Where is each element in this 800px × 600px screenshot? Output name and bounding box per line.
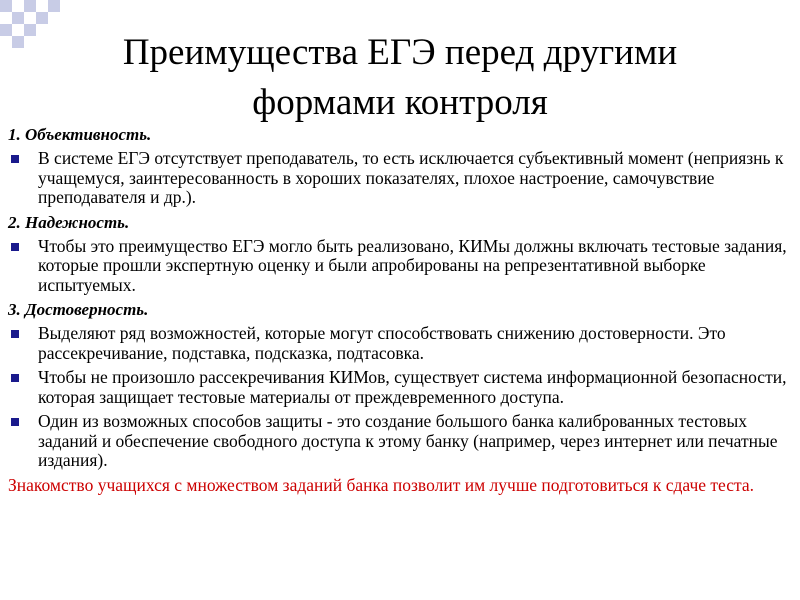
title-line-1: Преимущества ЕГЭ перед другими [122,32,678,73]
square-bullet-icon [11,155,19,163]
list-item-text: В системе ЕГЭ отсутствует преподаватель, то есть исключается субъективный момент (неприязнь к учащемуся, заинтересованность в хороших показателях, плохое настроение, самочувствие преподавателя и др.). [38,148,784,207]
list-item [8,324,793,363]
slide-title [60,28,740,128]
section-heading: 3. Достоверность. [8,300,149,319]
section-heading: 1. Объективность. [8,125,152,144]
title-line-2: формами контроля [252,82,548,123]
section-heading: 2. Надежность. [8,212,130,232]
section-validity [8,300,793,471]
list-item [8,368,793,407]
list-item [8,237,793,296]
list-item [8,149,793,208]
list-item-text: Выделяют ряд возможностей, которые могут способствовать снижению достоверности. Это рассекречивание, подставка, подсказка, подтасовка. [38,323,726,363]
slide-body [8,125,793,495]
section-objectivity [8,125,793,208]
list-item-text: Чтобы это преимущество ЕГЭ могло быть реализовано, КИМы должны включать тестовые задания, которые прошли экспертную оценку и были апробированы на репрезентативной выборке испытуемых. [38,235,787,295]
closing-note: Знакомство учащихся с множеством заданий банка позволит им лучше подготовиться к сдаче теста. [8,474,755,495]
square-bullet-icon [11,418,19,426]
list-item-text: Один из возможных способов защиты - это создание большого банка калиброванных тестовых заданий и обеспечение свободного доступа к этому банку (например, через интернет или печатные издания). [38,411,778,470]
section-reliability [8,213,793,296]
list-item-text: Чтобы не произошло рассекречивания КИМов, существует система информационной безопасности, которая защищает тестовые материалы от преждевременного доступа. [38,367,787,407]
square-bullet-icon [11,330,19,338]
list-item [8,412,793,471]
square-bullet-icon [11,243,19,251]
square-bullet-icon [11,374,19,382]
